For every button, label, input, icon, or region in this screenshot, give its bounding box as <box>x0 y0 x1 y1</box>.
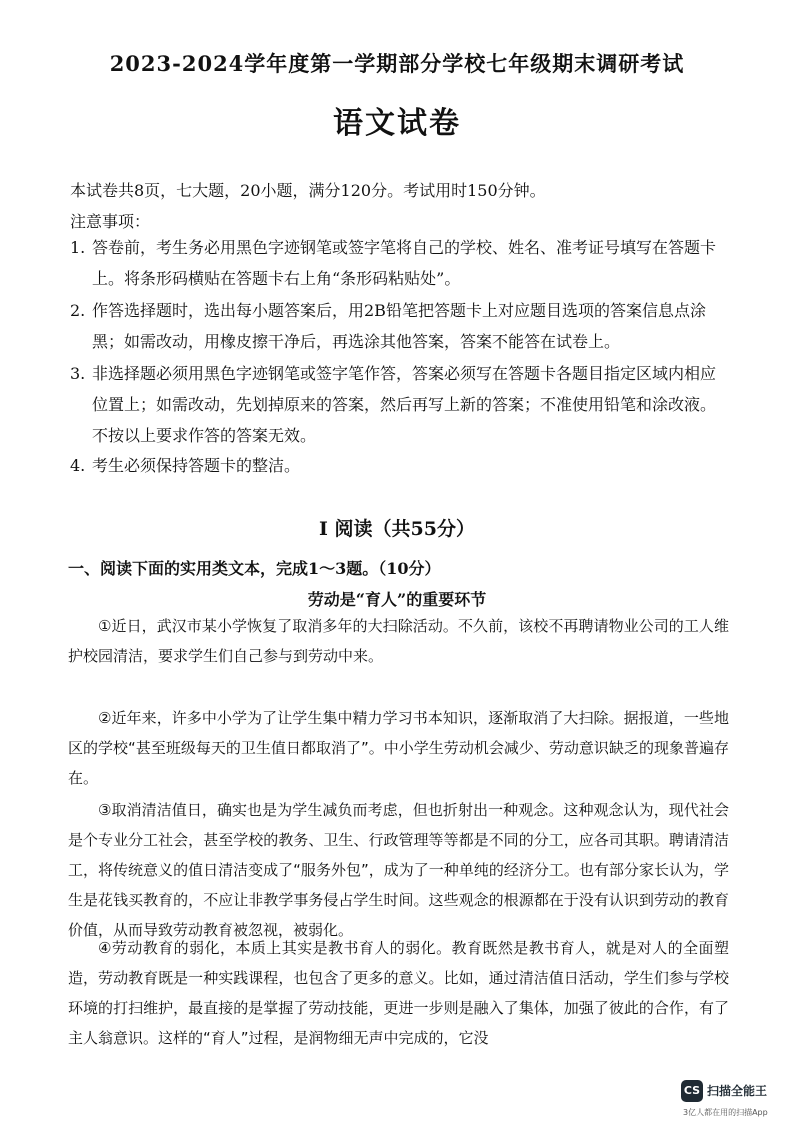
note-item <box>70 232 730 294</box>
question-heading: 一、阅读下面的实用类文本，完成1～3题。（10分） <box>68 559 441 578</box>
note-number: 3. <box>70 364 86 383</box>
note-item <box>70 358 730 451</box>
note-item <box>70 295 730 357</box>
article-paragraph: ②近年来，许多中小学为了让学生集中精力学习书本知识，逐渐取消了大扫除。据报道，一些地区的学校“甚至班级每天的卫生值日都取消了”。中小学生劳动机会减少、劳动意识缺乏的现象普遍存在。 <box>68 709 729 787</box>
scanner-name: 扫描全能王 <box>707 1084 768 1098</box>
note-text: 非选择题必须用黑色字迹钢笔或签字笔作答，答案必须写在答题卡各题目指定区域内相应位置上；如需改动，先划掉原来的答案，然后再写上新的答案；不准使用铅笔和涂改液。不按以上要求作答的答案无效。 <box>92 364 717 445</box>
note-text: 作答选择题时，选出每小题答案后，用2B铅笔把答题卡上对应题目选项的答案信息点涂黑；如需改动，用橡皮擦干净后，再选涂其他答案，答案不能答在试卷上。 <box>92 301 706 351</box>
note-item <box>70 450 730 481</box>
article-paragraph: ④劳动教育的弱化，本质上其实是教书育人的弱化。教育既然是教书育人，就是对人的全面塑造，劳动教育既是一种实践课程，也包含了更多的意义。比如，通过清洁值日活动，学生们参与学校环境的打扫维护，最直接的是掌握了劳动技能，更进一步则是融入了集体，加强了彼此的合作，有了主人翁意识。这样的“育人”过程，是润物细无声中完成的，它没 <box>68 939 729 1047</box>
notes-heading: 注意事项： <box>70 212 151 231</box>
article-paragraph: ③取消清洁值日，确实也是为学生减负而考虑，但也折射出一种观念。这种观念认为，现代社会是个专业分工社会，甚至学校的教务、卫生、行政管理等等都是不同的分工，应各司其职。聘请清洁工，将传统意义的值日清洁变成了“服务外包”，成为了一种单纯的经济分工。也有部分家长认为，学生是花钱买教育的，不应让非教学事务侵占学生时间。这些观念的根源都在于没有认识到劳动的教育价值，从而导致劳动教育被忽视，被弱化。 <box>68 801 729 939</box>
exam-intro: 本试卷共8页，七大题，20小题，满分120分。考试用时150分钟。 <box>70 181 546 200</box>
article-title: 劳动是“育人”的重要环节 <box>307 590 487 609</box>
note-number: 1. <box>70 238 86 257</box>
scanner-logo-icon: CS <box>681 1080 703 1102</box>
note-text: 考生必须保持答题卡的整洁。 <box>92 456 301 475</box>
note-number: 2. <box>70 301 86 320</box>
article-paragraph: ①近日，武汉市某小学恢复了取消多年的大扫除活动。不久前，该校不再聘请物业公司的工人维护校园清洁，要求学生们自己参与到劳动中来。 <box>68 617 729 665</box>
scanner-tagline: 3亿人都在用的扫描App <box>683 1108 768 1117</box>
section-heading: Ⅰ 阅读（共55分） <box>319 518 475 540</box>
note-text: 答卷前，考生务必用黑色字迹钢笔或签字笔将自己的学校、姓名、准考证号填写在答题卡上。将条形码横贴在答题卡右上角“条形码粘贴处”。 <box>92 238 717 288</box>
subject-title: 语文试卷 <box>333 106 461 141</box>
scanner-watermark <box>681 1080 791 1120</box>
exam-title: 2023-2024学年度第一学期部分学校七年级期末调研考试 <box>109 51 685 76</box>
note-number: 4. <box>70 456 86 475</box>
